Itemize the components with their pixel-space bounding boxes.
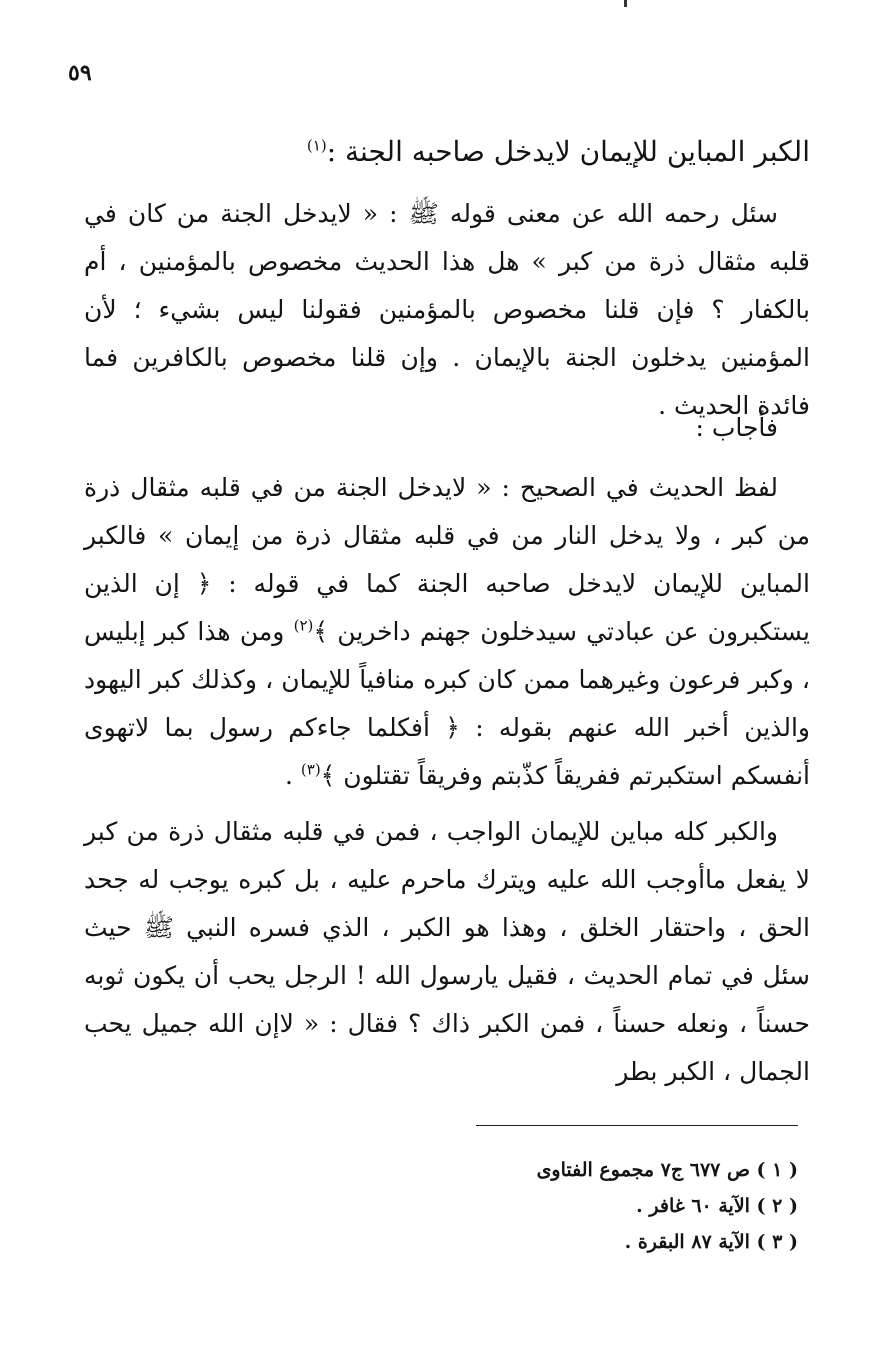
paragraph-kibr [84,808,810,1096]
footnote-1: ( ١ ) ص ٦٧٧ ج٧ مجموع الفتاوى [536,1159,798,1181]
footnote-divider [476,1125,798,1126]
paragraph-text [84,464,810,800]
paragraph-text: سئل رحمه الله عن معنى قوله ﷺ : « لايدخل الجنة من كان في قلبه مثقال ذرة من كبر » هل هذا الحديث مخصوص بالمؤمنين ، أم بالكفار ؟ فإن قلنا مخصوص بالمؤمنين فقولنا ليس بشيء ؛ لأن المؤمنين يدخلون الجنة بالإيمان . وإن قلنا مخصوص بالكافرين فما فائدة الحديث . [84,199,810,420]
heading-footnote-ref: (١) [306,136,327,155]
scan-mark [624,0,627,7]
heading-text: الكبر المباين للإيمان لايدخل صاحبه الجنة : [326,135,810,168]
paragraph-text: والكبر كله مباين للإيمان الواجب ، فمن في قلبه مثقال ذرة من كبر لا يفعل ماأوجب الله عليه ويترك ماحرم عليه ، بل كبره يوجب له جحد الحق ، واحتقار الخلق ، وهذا هو الكبر ، الذي فسره النبي ﷺ حيث سئل في تمام الحديث ، فقيل يارسول الله ! الرجل يحب أن يكون ثوبه حسناً ، ونعله حسناً ، فمن الكبر ذاك ؟ فقال : « لاإن الله جميل يحب الجمال ، الكبر بطر [84,817,810,1086]
footnote-2: ( ٢ ) الآية ٦٠ غافر . [636,1195,798,1217]
paragraph-answer-intro [84,404,810,452]
footnote-ref-2: (٢) [293,616,314,635]
footnote-ref-3: (٣) [300,760,321,779]
paragraph-question [84,190,810,430]
page-number: ٥٩ [68,60,92,86]
paragraph-text-part-b: ومن هذا كبر إبليس ، وكبر فرعون وغيرهما ممن كان كبره منافياً للإيمان ، وكذلك كبر اليهود والذين أخبر الله عنهم بقوله : ﴿ أفكلما جاءكم رسول بما لاتهوى أنفسكم استكبرتم ففريقاً كذّبتم وفريقاً تقتلون ﴾ [84,617,810,790]
footnotes [298,1152,798,1260]
paragraph-text: فأجاب : [695,413,778,442]
footnote-3: ( ٣ ) الآية ٨٧ البقرة . [624,1231,798,1253]
section-heading [307,128,810,176]
paragraph-text-part-a: لفظ الحديث في الصحيح : « لايدخل الجنة من في قلبه مثقال ذرة من كبر ، ولا يدخل النار من في قلبه مثقال ذرة من إيمان » فالكبر المباين للإيمان لايدخل صاحبه الجنة كما في قوله : ﴿ إن الذين يستكبرون عن عبادتي سيدخلون جهنم داخرين ﴾ [84,473,810,646]
paragraph-text-part-c: . [284,761,301,790]
paragraph-hadith [84,464,810,800]
